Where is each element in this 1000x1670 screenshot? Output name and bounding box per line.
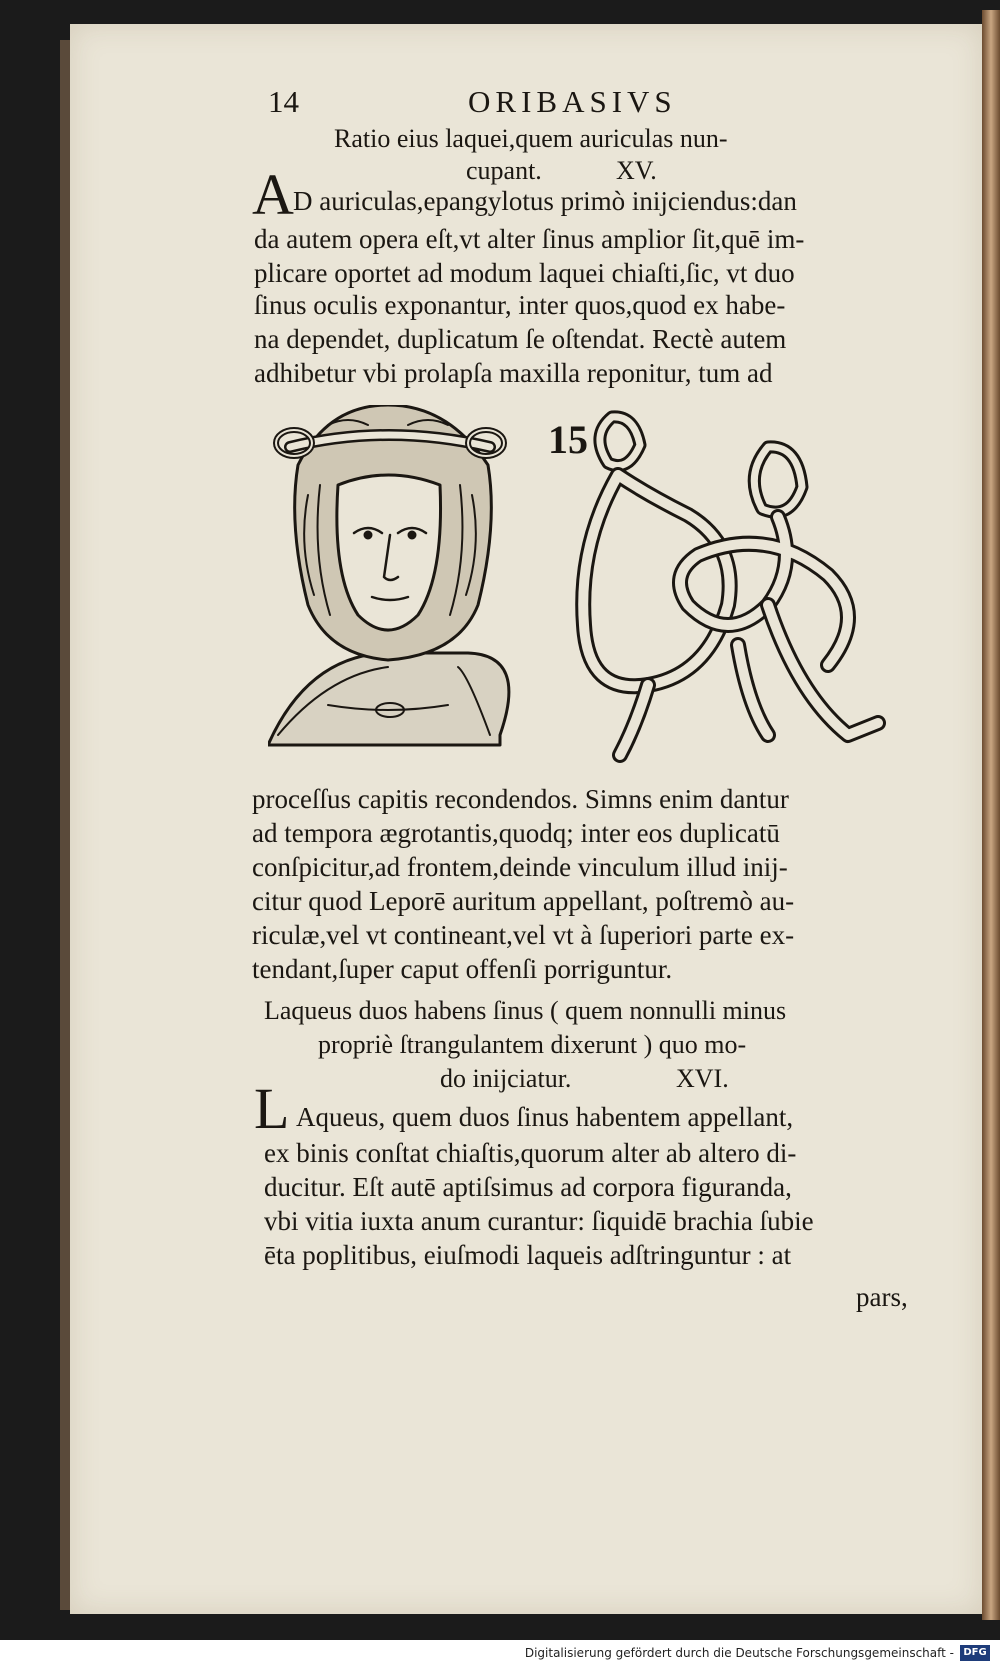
section-16-line-1: Aqueus, quem duos ſinus habentem appellant, (296, 1102, 794, 1132)
section-15-line-2: da autem opera eſt,vt alter ſinus amplior ſit,quē im- (254, 224, 805, 254)
section-15-line-5: na dependet, duplicatum ſe oſtendat. Rectè autem (254, 324, 787, 354)
catchword: pars, (856, 1282, 908, 1312)
page-number: 14 (268, 84, 299, 119)
section-16-numeral: XVI. (676, 1064, 729, 1093)
running-title: ORIBASIVS (468, 84, 677, 119)
section-16-line-2: ex binis conſtat chiaſtis,quorum alter ab altero di- (264, 1138, 797, 1168)
section-15-dropcap: A (252, 162, 294, 227)
section-15-continuation-line-5: riculæ,vel vt contineant,vel vt à ſuperiori parte ex- (252, 920, 795, 950)
section-15-numeral: XV. (616, 156, 657, 185)
section-15-heading-line-2: cupant. (466, 156, 542, 185)
page-left-edge (60, 40, 70, 1610)
section-15-heading-line-1: Ratio eius laquei,quem auriculas nun- (334, 124, 728, 153)
figure-number-label: 15 (548, 417, 588, 462)
section-16-dropcap: L (254, 1076, 290, 1141)
dfg-logo: DFG (960, 1645, 990, 1661)
section-15-line-3: plicare oportet ad modum laquei chiaſti,ſic, vt duo (254, 258, 795, 288)
section-15-continuation-line-1: proceſſus capitis recondendos. Simns enim dantur (252, 784, 789, 814)
section-16-line-4: vbi vitia iuxta anum curantur: ſiquidē brachia ſubie (264, 1206, 814, 1236)
section-15-continuation-line-3: conſpicitur,ad frontem,deinde vinculum illud inij- (252, 852, 788, 882)
section-15-continuation-line-6: tendant,ſuper caput offenſi porriguntur. (252, 954, 673, 984)
double-loop-knot-figure (583, 417, 878, 755)
section-16-line-3: ducitur. Eſt autē aptiſsimus ad corpora figuranda, (264, 1172, 792, 1202)
section-16-heading-line-2: propriè ſtrangulantem dixerunt ) quo mo- (318, 1030, 747, 1059)
section-15-line-6: adhibetur vbi prolapſa maxilla reponitur, tum ad (254, 358, 773, 388)
section-16-heading-line-3: do inijciatur. (440, 1064, 572, 1093)
book-fore-edge (982, 10, 1000, 1620)
digitization-credit: Digitalisierung gefördert durch die Deutsche Forschungsgemeinschaft - (524, 1646, 954, 1660)
section-16-line-5: ēta poplitibus, eiuſmodi laqueis adſtringuntur : at (264, 1240, 792, 1270)
section-15-line-1: D auriculas,epangylotus primò inijciendus:dan (293, 186, 797, 216)
section-15-continuation-line-4: citur quod Leporē auritum appellant, poſtremò au- (252, 886, 795, 916)
section-16-heading-line-1: Laqueus duos habens ſinus ( quem nonnulli minus (264, 996, 787, 1025)
section-15-continuation-line-2: ad tempora ægrotantis,quodq; inter eos duplicatū (252, 818, 780, 848)
bandaged-head-figure (268, 405, 509, 745)
woodcut-illustration (268, 405, 910, 775)
section-15-line-4: ſinus oculis exponantur, inter quos,quod ex habe- (254, 290, 786, 320)
